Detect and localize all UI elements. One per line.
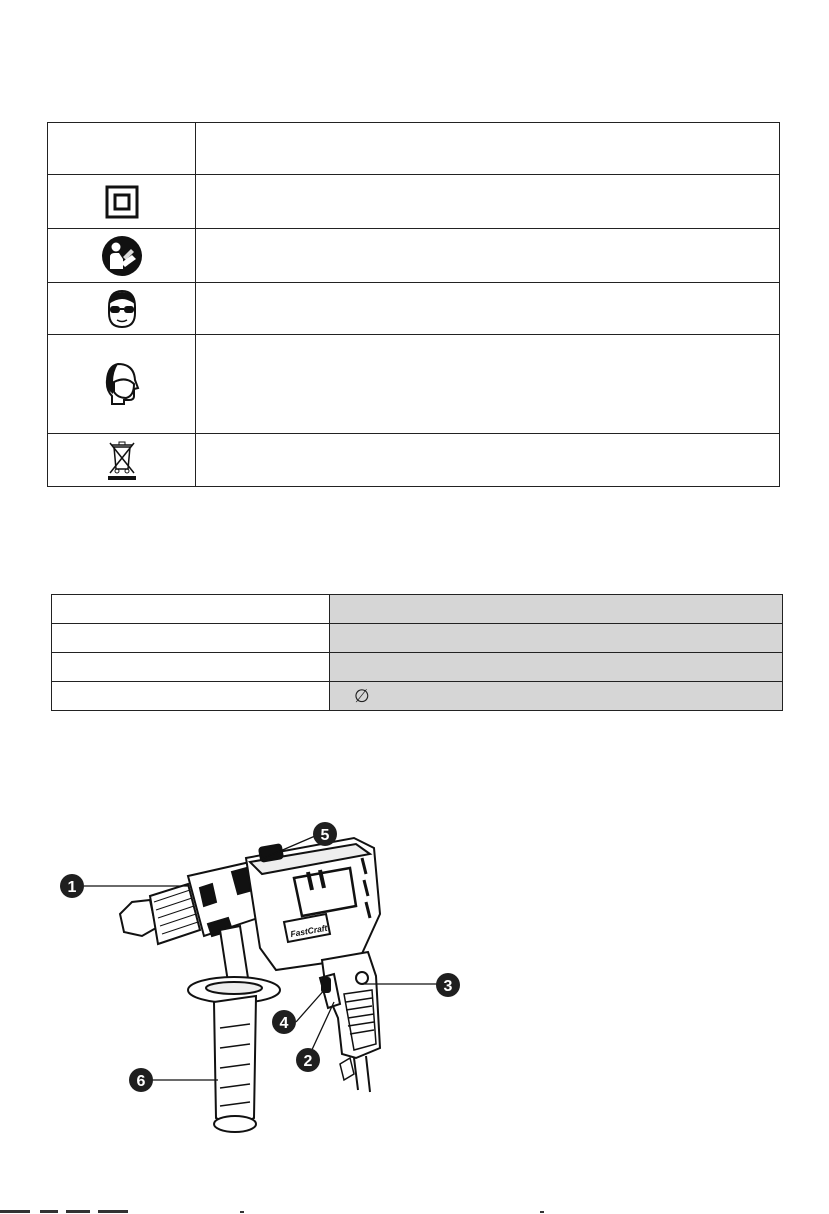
callout-2: [296, 1048, 320, 1072]
symbol-description: [196, 335, 780, 434]
callout-4: [272, 1010, 296, 1034]
weee-disposal-icon: [105, 439, 139, 481]
spec-row: [52, 682, 783, 711]
callout-5: [313, 822, 337, 846]
symbol-description: [196, 123, 780, 175]
double-insulation-icon: [105, 185, 139, 219]
spec-row: [52, 624, 783, 653]
dust-mask-icon: [104, 362, 140, 406]
callout-number: 3: [443, 978, 453, 995]
symbols-row: [48, 283, 780, 335]
brand-label: FastCraft: [289, 922, 329, 940]
spec-label: [52, 624, 330, 653]
callout-number: 2: [303, 1053, 313, 1070]
callout-6: [129, 1068, 153, 1092]
spec-label: [52, 682, 330, 711]
spec-value: [330, 624, 783, 653]
callout-number: 1: [67, 879, 77, 896]
symbols-row-header: [48, 123, 780, 175]
spec-row: [52, 595, 783, 624]
symbol-description: [196, 283, 780, 335]
callout-3: [436, 973, 460, 997]
eye-protection-icon: [104, 289, 140, 329]
symbols-row: [48, 229, 780, 283]
spec-table: [51, 594, 783, 711]
symbols-row: [48, 335, 780, 434]
spec-label: [52, 595, 330, 624]
callout-1: [60, 874, 84, 898]
callout-number: 5: [320, 827, 330, 844]
clipped-footer-text: [0, 1208, 829, 1214]
callout-number: 4: [279, 1015, 289, 1032]
symbols-row: [48, 175, 780, 229]
symbol-description: [196, 434, 780, 487]
drill-pistol-grip: [322, 952, 380, 1092]
symbol-description: [196, 229, 780, 283]
symbol-cell-blank: [48, 123, 196, 175]
drill-diagram: [50, 818, 470, 1148]
symbol-description: [196, 175, 780, 229]
callout-number: 6: [136, 1073, 146, 1090]
symbols-table: [47, 122, 780, 487]
spec-value: [330, 653, 783, 682]
spec-value: [330, 595, 783, 624]
symbols-row: [48, 434, 780, 487]
spec-label: [52, 653, 330, 682]
diameter-symbol: ∅: [354, 686, 370, 706]
read-manual-icon: [101, 235, 143, 277]
spec-row: [52, 653, 783, 682]
drill-chuck: [120, 884, 200, 944]
